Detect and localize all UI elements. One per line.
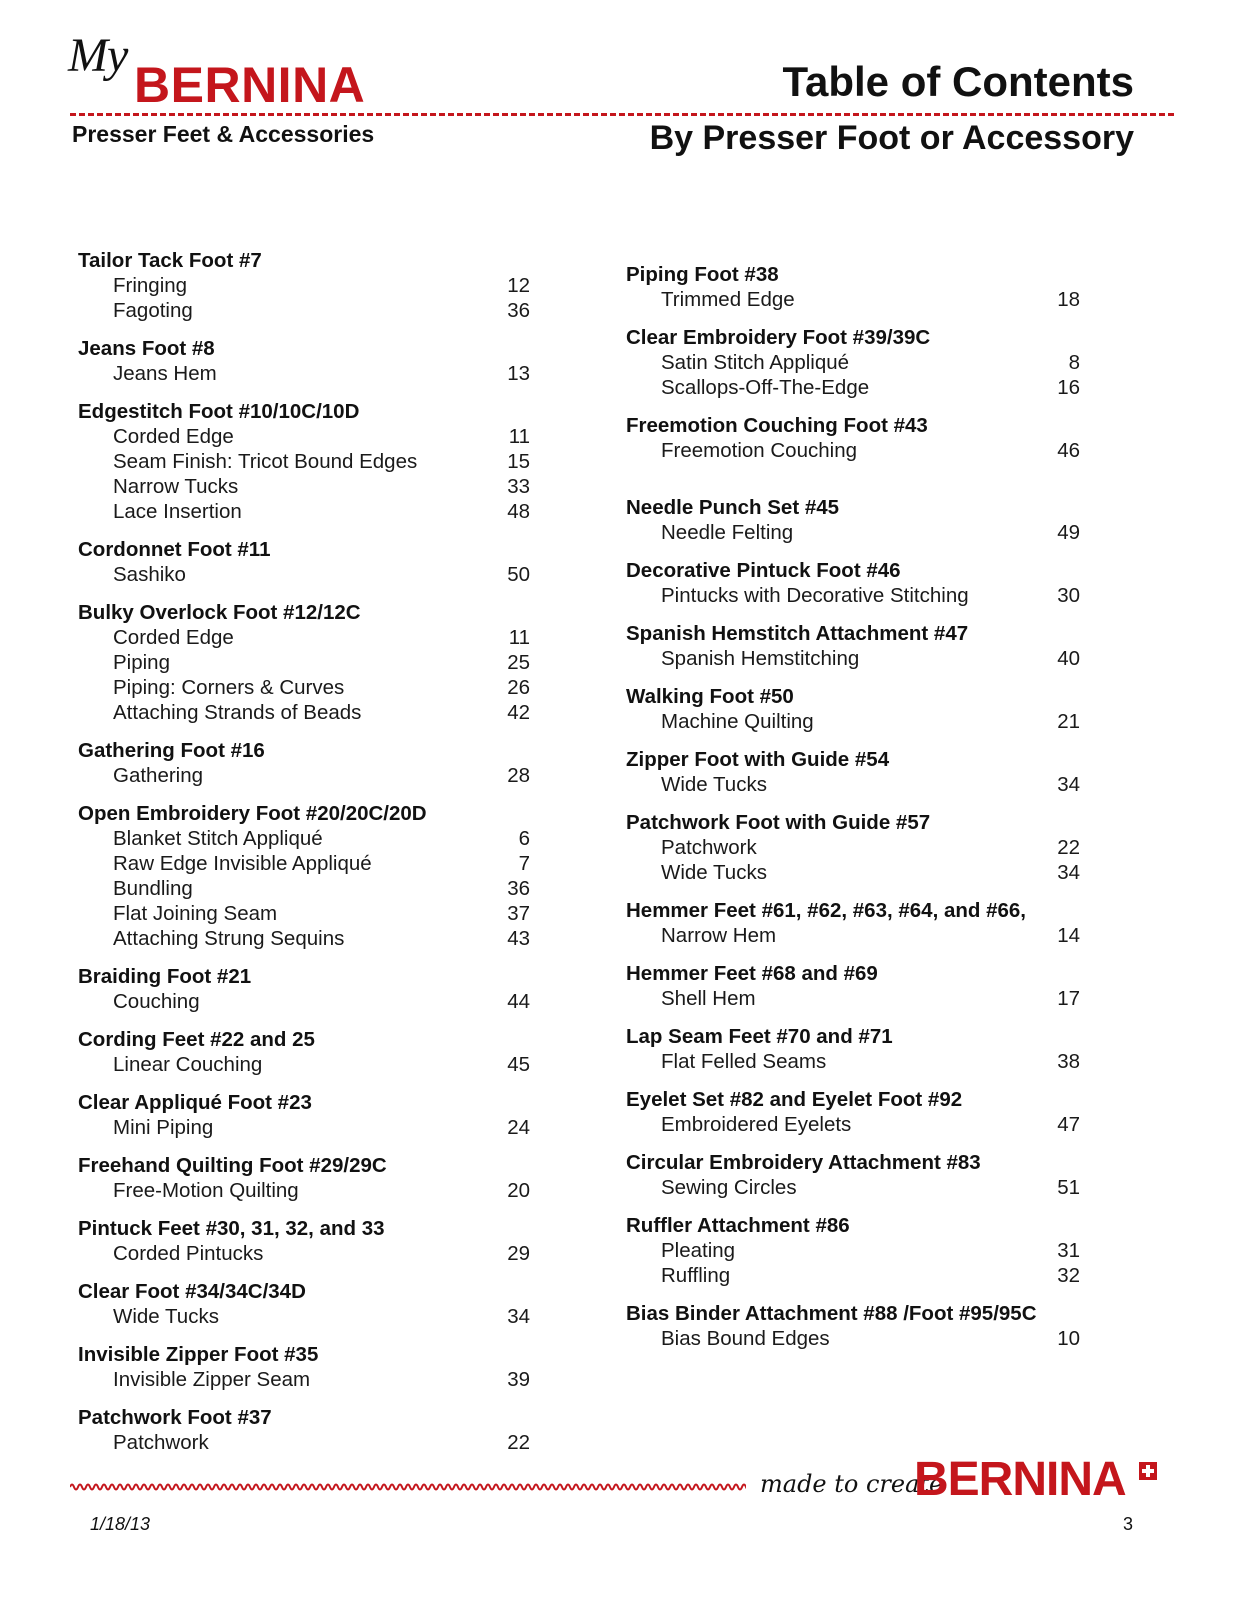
entry-label: Corded Edge (113, 425, 234, 448)
entry-page-number: 34 (507, 1305, 530, 1328)
toc-entry (78, 1178, 530, 1203)
entry-page-number: 10 (1057, 1327, 1080, 1350)
section-heading: Invisible Zipper Foot #35 (78, 1343, 319, 1366)
entry-label: Scallops-Off-The-Edge (661, 376, 870, 399)
toc-entry (626, 520, 1080, 545)
toc-entry (78, 901, 530, 926)
entry-page-number: 49 (1057, 521, 1080, 544)
footer-date: 1/18/13 (90, 1514, 151, 1534)
entry-label: Embroidered Eyelets (661, 1113, 852, 1136)
entry-label: Flat Felled Seams (661, 1050, 827, 1073)
entry-label: Sashiko (113, 563, 186, 586)
entry-page-number: 8 (1068, 351, 1080, 374)
entry-page-number: 34 (1057, 861, 1080, 884)
toc-section-open-embroidery-foot-20-20c-20d (78, 801, 530, 951)
toc-entry (626, 583, 1080, 608)
entry-label: Wide Tucks (661, 861, 767, 884)
toc-section-cording-feet-22-and-25 (78, 1027, 530, 1077)
entry-page-number: 15 (507, 450, 530, 473)
entry-page-number: 11 (508, 626, 530, 649)
entry-page-number: 42 (507, 701, 530, 724)
entry-page-number: 6 (518, 827, 530, 850)
toc-entry (626, 375, 1080, 400)
section-heading: Clear Foot #34/34C/34D (78, 1280, 306, 1303)
entry-label: Shell Hem (661, 987, 756, 1010)
toc-section-spanish-hemstitch-attachment-47 (626, 621, 1080, 671)
entry-page-number: 32 (1057, 1264, 1080, 1287)
section-heading: Clear Embroidery Foot #39/39C (626, 326, 931, 349)
entry-page-number: 43 (507, 927, 530, 950)
toc-entry (78, 650, 530, 675)
toc-entry (626, 835, 1080, 860)
toc-entry (626, 287, 1080, 312)
toc-entry (78, 562, 530, 587)
entry-page-number: 21 (1057, 710, 1080, 733)
toc-section-pintuck-feet-30-31-32-and-33 (78, 1216, 530, 1266)
entry-page-number: 26 (507, 676, 530, 699)
entry-page-number: 50 (507, 563, 530, 586)
entry-page-number: 24 (507, 1116, 530, 1139)
section-heading: Lap Seam Feet #70 and #71 (626, 1025, 893, 1048)
entry-page-number: 28 (507, 764, 530, 787)
toc-section-clear-foot-34-34c-34d (78, 1279, 530, 1329)
toc-entry (626, 772, 1080, 797)
entry-label: Patchwork (113, 1431, 209, 1454)
section-heading: Bias Binder Attachment #88 /Foot #95/95C (626, 1302, 1037, 1325)
entry-label: Machine Quilting (661, 710, 814, 733)
toc-section-jeans-foot-8 (78, 336, 530, 386)
section-heading: Freemotion Couching Foot #43 (626, 414, 928, 437)
toc-section-needle-punch-set-45 (626, 495, 1080, 545)
entry-label: Couching (113, 990, 200, 1013)
toc-section-gathering-foot-16 (78, 738, 530, 788)
toc-entry (78, 675, 530, 700)
entry-label: Freemotion Couching (661, 439, 857, 462)
swiss-cross-icon (1139, 1462, 1157, 1480)
toc-right-column (626, 262, 1080, 1364)
entry-label: Fagoting (113, 299, 193, 322)
toc-section-piping-foot-38 (626, 262, 1080, 312)
toc-entry (78, 989, 530, 1014)
toc-section-lap-seam-feet-70-and-71 (626, 1024, 1080, 1074)
toc-entry (78, 1052, 530, 1077)
toc-entry (78, 273, 530, 298)
entry-page-number: 11 (508, 425, 530, 448)
entry-page-number: 47 (1057, 1113, 1080, 1136)
toc-entry (78, 1241, 530, 1266)
entry-page-number: 37 (507, 902, 530, 925)
entry-page-number: 22 (507, 1431, 530, 1454)
page-number: 3 (1123, 1514, 1134, 1534)
toc-entry (78, 1430, 530, 1455)
section-heading: Circular Embroidery Attachment #83 (626, 1151, 981, 1174)
toc-section-hemmer-feet-68-and-69 (626, 961, 1080, 1011)
toc-section-walking-foot-50 (626, 684, 1080, 734)
toc-entry (626, 1112, 1080, 1137)
toc-entry (78, 763, 530, 788)
section-heading: Braiding Foot #21 (78, 965, 252, 988)
toc-entry (626, 646, 1080, 671)
footer-logo: BERNINA (914, 1453, 1126, 1506)
entry-page-number: 31 (1057, 1239, 1080, 1262)
entry-label: Gathering (113, 764, 204, 787)
section-heading: Patchwork Foot #37 (78, 1406, 272, 1429)
section-heading: Zipper Foot with Guide #54 (626, 748, 890, 771)
toc-section-braiding-foot-21 (78, 964, 530, 1014)
entry-label: Piping (113, 651, 170, 674)
page-subheading: By Presser Foot or Accessory (649, 119, 1134, 157)
entry-label: Wide Tucks (661, 773, 767, 796)
entry-label: Patchwork (661, 836, 757, 859)
toc-entry (626, 1263, 1080, 1288)
entry-label: Ruffling (661, 1264, 731, 1287)
entry-label: Narrow Tucks (113, 475, 239, 498)
entry-page-number: 20 (507, 1179, 530, 1202)
toc-section-cordonnet-foot-11 (78, 537, 530, 587)
entry-page-number: 44 (507, 990, 530, 1013)
section-heading: Eyelet Set #82 and Eyelet Foot #92 (626, 1088, 963, 1111)
entry-label: Pleating (661, 1239, 736, 1262)
entry-label: Needle Felting (661, 521, 794, 544)
entry-page-number: 29 (507, 1242, 530, 1265)
section-heading: Spanish Hemstitch Attachment #47 (626, 622, 969, 645)
toc-entry (626, 1238, 1080, 1263)
entry-label: Attaching Strung Sequins (113, 927, 345, 950)
entry-label: Free-Motion Quilting (113, 1179, 299, 1202)
toc-entry (78, 625, 530, 650)
entry-page-number: 13 (507, 362, 530, 385)
toc-entry (78, 298, 530, 323)
entry-label: Corded Pintucks (113, 1242, 264, 1265)
toc-section-hemmer-feet-61-62-63-64-and-66 (626, 898, 1080, 948)
section-heading: Patchwork Foot with Guide #57 (626, 811, 931, 834)
entry-label: Raw Edge Invisible Appliqué (113, 852, 372, 875)
section-heading: Clear Appliqué Foot #23 (78, 1091, 312, 1114)
entry-label: Wide Tucks (113, 1305, 219, 1328)
entry-label: Lace Insertion (113, 500, 242, 523)
entry-label: Attaching Strands of Beads (113, 701, 362, 724)
logo-my-text: My (68, 29, 128, 82)
section-heading: Open Embroidery Foot #20/20C/20D (78, 802, 427, 825)
toc-entry (78, 449, 530, 474)
entry-page-number: 22 (1057, 836, 1080, 859)
toc-section-decorative-pintuck-foot-46 (626, 558, 1080, 608)
toc-entry (78, 1304, 530, 1329)
entry-page-number: 30 (1057, 584, 1080, 607)
toc-section-clear-appliqu-foot-23 (78, 1090, 530, 1140)
entry-label: Pintucks with Decorative Stitching (661, 584, 969, 607)
stitch-decoration (70, 1482, 746, 1492)
entry-label: Sewing Circles (661, 1176, 797, 1199)
toc-section-eyelet-set-82-and-eyelet-foot-92 (626, 1087, 1080, 1137)
section-heading: Edgestitch Foot #10/10C/10D (78, 400, 360, 423)
entry-page-number: 48 (507, 500, 530, 523)
section-heading: Ruffler Attachment #86 (626, 1214, 850, 1237)
entry-label: Linear Couching (113, 1053, 263, 1076)
toc-entry (78, 700, 530, 725)
entry-label: Jeans Hem (113, 362, 217, 385)
toc-entry (78, 1115, 530, 1140)
section-heading: Walking Foot #50 (626, 685, 794, 708)
document-subtitle: Presser Feet & Accessories (72, 121, 375, 147)
entry-page-number: 25 (507, 651, 530, 674)
toc-section-bias-binder-attachment-88-foot-95-95c (626, 1301, 1080, 1351)
entry-label: Blanket Stitch Appliqué (113, 827, 323, 850)
toc-entry (626, 1049, 1080, 1074)
toc-section-freehand-quilting-foot-29-29c (78, 1153, 530, 1203)
toc-section-patchwork-foot-with-guide-57 (626, 810, 1080, 885)
section-heading: Pintuck Feet #30, 31, 32, and 33 (78, 1217, 385, 1240)
entry-page-number: 45 (507, 1053, 530, 1076)
toc-entry (78, 1367, 530, 1392)
entry-page-number: 39 (507, 1368, 530, 1391)
entry-label: Bundling (113, 877, 193, 900)
entry-label: Narrow Hem (661, 924, 777, 947)
entry-label: Fringing (113, 274, 188, 297)
toc-section-edgestitch-foot-10-10c-10d (78, 399, 530, 524)
entry-page-number: 17 (1057, 987, 1080, 1010)
section-heading: Freehand Quilting Foot #29/29C (78, 1154, 387, 1177)
toc-section-ruffler-attachment-86 (626, 1213, 1080, 1288)
entry-label: Seam Finish: Tricot Bound Edges (113, 450, 418, 473)
section-heading: Bulky Overlock Foot #12/12C (78, 601, 361, 624)
toc-entry (626, 986, 1080, 1011)
section-heading: Needle Punch Set #45 (626, 496, 840, 519)
toc-entry (626, 923, 1080, 948)
toc-entry (78, 474, 530, 499)
entry-page-number: 18 (1057, 288, 1080, 311)
toc-section-clear-embroidery-foot-39-39c (626, 325, 1080, 400)
toc-section-invisible-zipper-foot-35 (78, 1342, 530, 1392)
section-heading: Decorative Pintuck Foot #46 (626, 559, 901, 582)
toc-entry (78, 851, 530, 876)
entry-label: Mini Piping (113, 1116, 214, 1139)
entry-page-number: 7 (518, 852, 530, 875)
section-heading: Tailor Tack Foot #7 (78, 249, 262, 272)
entry-page-number: 46 (1057, 439, 1080, 462)
toc-entry (626, 350, 1080, 375)
entry-label: Invisible Zipper Seam (113, 1368, 311, 1391)
toc-entry (626, 709, 1080, 734)
toc-section-tailor-tack-foot-7 (78, 248, 530, 323)
section-heading: Jeans Foot #8 (78, 337, 215, 360)
entry-label: Trimmed Edge (661, 288, 795, 311)
toc-entry (78, 826, 530, 851)
toc-entry (626, 438, 1080, 463)
section-heading: Cording Feet #22 and 25 (78, 1028, 315, 1051)
toc-entry (626, 1326, 1080, 1351)
page-title: Table of Contents (782, 58, 1134, 105)
section-heading: Gathering Foot #16 (78, 739, 265, 762)
entry-page-number: 16 (1057, 376, 1080, 399)
entry-label: Satin Stitch Appliqué (661, 351, 850, 374)
section-heading: Hemmer Feet #61, #62, #63, #64, and #66, (626, 899, 1027, 922)
entry-label: Flat Joining Seam (113, 902, 278, 925)
entry-page-number: 36 (507, 299, 530, 322)
toc-entry (78, 424, 530, 449)
entry-label: Corded Edge (113, 626, 234, 649)
toc-section-circular-embroidery-attachment-83 (626, 1150, 1080, 1200)
section-heading: Cordonnet Foot #11 (78, 538, 271, 561)
logo-bernina-text: BERNINA (134, 57, 366, 113)
toc-entry (78, 499, 530, 524)
toc-section-zipper-foot-with-guide-54 (626, 747, 1080, 797)
entry-page-number: 40 (1057, 647, 1080, 670)
section-heading: Hemmer Feet #68 and #69 (626, 962, 878, 985)
entry-page-number: 38 (1057, 1050, 1080, 1073)
toc-left-column (78, 248, 530, 1468)
toc-entry (626, 1175, 1080, 1200)
footer-tagline: made to create (760, 1470, 944, 1498)
header-divider (70, 113, 1174, 116)
toc-section-patchwork-foot-37 (78, 1405, 530, 1455)
entry-page-number: 36 (507, 877, 530, 900)
entry-label: Piping: Corners & Curves (113, 676, 345, 699)
toc-entry (78, 361, 530, 386)
toc-entry (626, 860, 1080, 885)
entry-page-number: 34 (1057, 773, 1080, 796)
entry-label: Spanish Hemstitching (661, 647, 860, 670)
entry-label: Bias Bound Edges (661, 1327, 830, 1350)
entry-page-number: 33 (507, 475, 530, 498)
entry-page-number: 14 (1057, 924, 1080, 947)
toc-section-freemotion-couching-foot-43 (626, 413, 1080, 463)
toc-section-bulky-overlock-foot-12-12c (78, 600, 530, 725)
section-heading: Piping Foot #38 (626, 263, 779, 286)
entry-page-number: 12 (507, 274, 530, 297)
entry-page-number: 51 (1057, 1176, 1080, 1199)
toc-entry (78, 876, 530, 901)
toc-entry (78, 926, 530, 951)
